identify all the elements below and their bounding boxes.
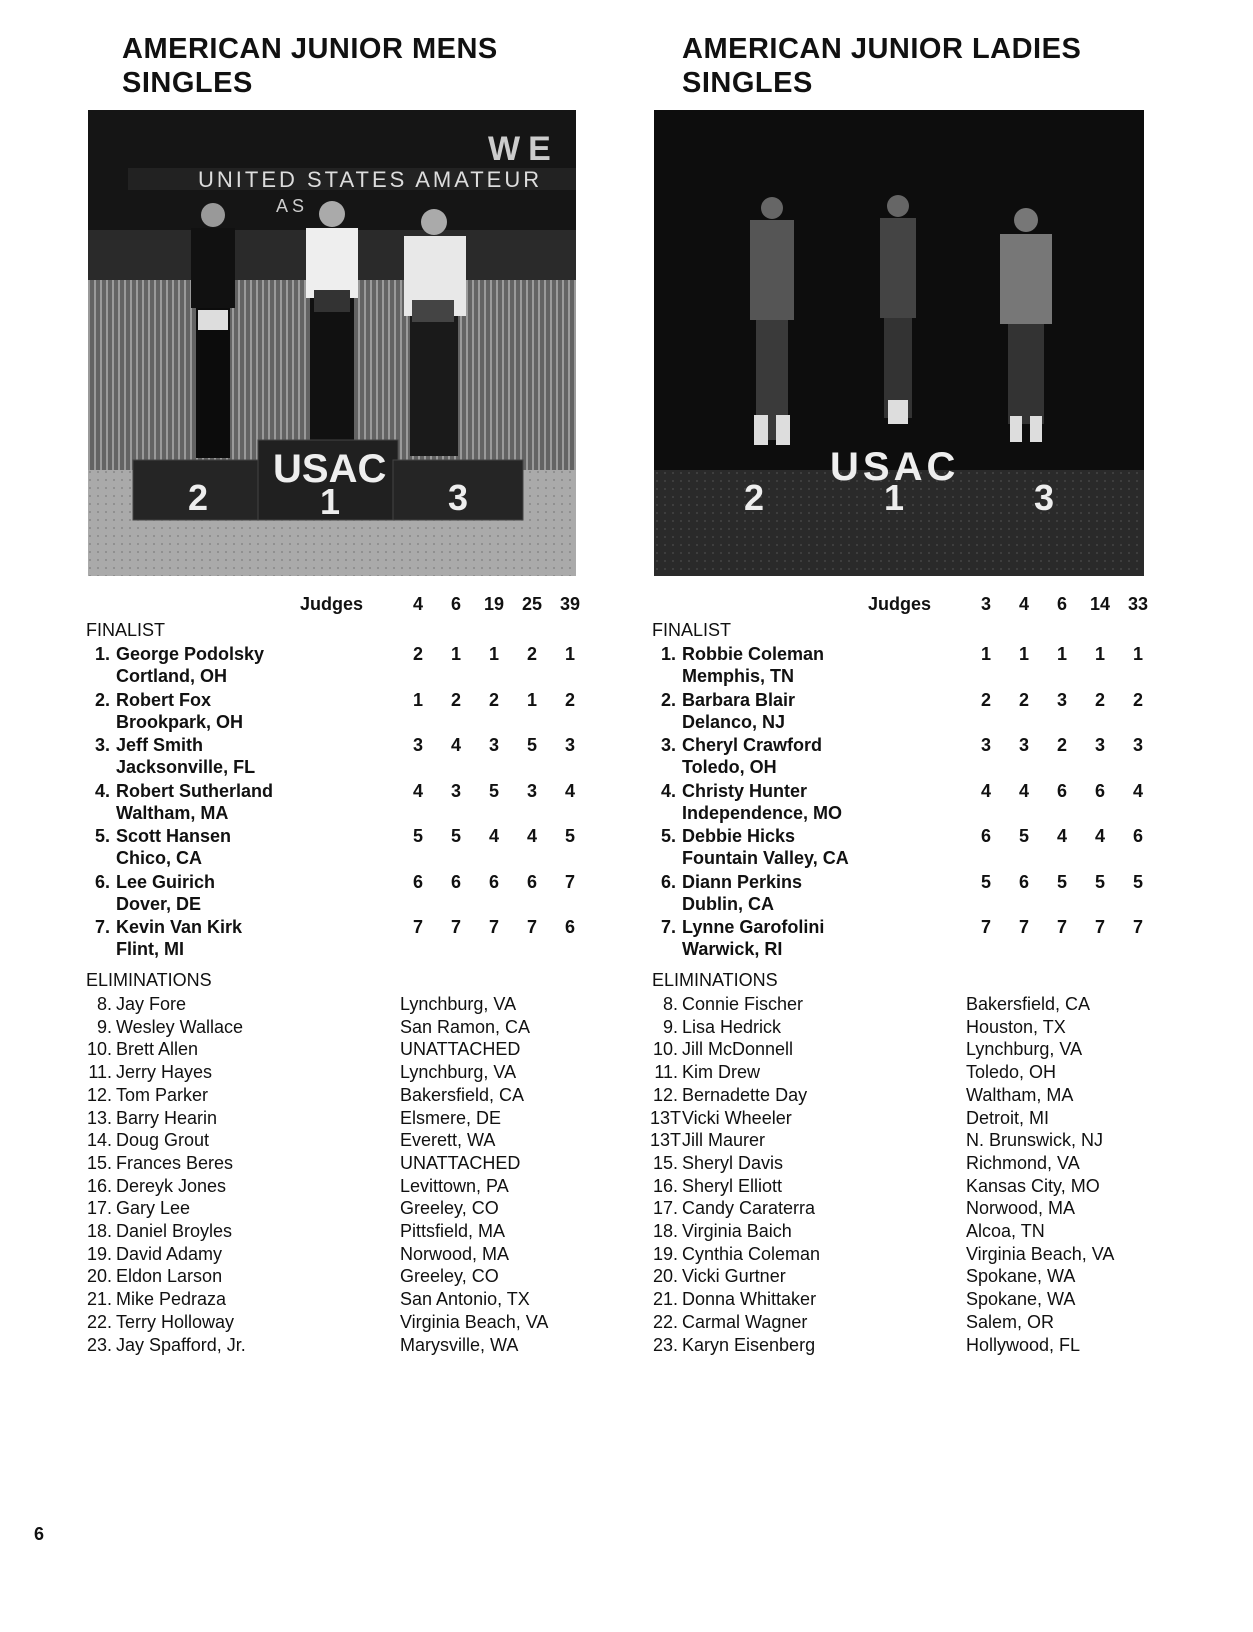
- elimination-rank: 14.: [86, 1130, 112, 1151]
- elimination-city: Salem, OR: [966, 1311, 1055, 1332]
- elimination-rank: 9.: [662, 1016, 678, 1037]
- elimination-city: Spokane, WA: [966, 1289, 1076, 1310]
- judge-score: 6: [526, 871, 537, 892]
- judge-score: 1: [564, 644, 575, 664]
- elimination-name: Mike Pedraza: [116, 1289, 227, 1310]
- elimination-rank: 16.: [86, 1175, 112, 1196]
- title-line1: AMERICAN JUNIOR MENS: [122, 33, 498, 65]
- elimination-name: Candy Caraterra: [682, 1198, 816, 1219]
- judge-score: 1: [488, 644, 499, 664]
- judge-score: 3: [1094, 735, 1105, 755]
- finalist-name: Barbara Blair: [682, 689, 796, 710]
- judge-score: 6: [1018, 871, 1029, 892]
- elimination-name: Terry Holloway: [116, 1311, 235, 1332]
- mens-podium-photo: [88, 110, 576, 576]
- finalist-rank: 6.: [94, 871, 110, 892]
- judges-label: Judges: [868, 594, 932, 614]
- judge-score: 6: [412, 871, 423, 892]
- judge-score: 2: [1018, 689, 1029, 710]
- finalist-rank: 5.: [94, 826, 110, 846]
- title-line2: SINGLES: [682, 67, 813, 99]
- elimination-name: Jerry Hayes: [116, 1062, 213, 1083]
- ladies-singles-title: [682, 32, 1081, 100]
- elimination-row: [650, 1221, 1170, 1243]
- skater-second: [191, 203, 235, 458]
- elimination-name: Barry Hearin: [116, 1107, 218, 1128]
- elimination-rank: 9.: [96, 1016, 112, 1037]
- elimination-row: [650, 1085, 1170, 1107]
- finalist-name: Robbie Coleman: [682, 644, 825, 664]
- judge-score: 6: [1132, 826, 1143, 846]
- elimination-city: Norwood, MA: [400, 1243, 510, 1264]
- elimination-row: [84, 1130, 604, 1152]
- finalist-name: Kevin Van Kirk: [116, 917, 243, 937]
- finalist-rank: 2.: [94, 689, 110, 710]
- judge-score: 2: [1132, 689, 1143, 710]
- podium-number-1: 1: [884, 477, 905, 518]
- finalist-rank: 4.: [660, 780, 676, 801]
- finalist-row: [650, 872, 1170, 918]
- title-line2: SINGLES: [122, 67, 253, 99]
- banner-text-3: A S: [276, 196, 305, 216]
- judge-score: 7: [450, 917, 461, 937]
- elimination-row: [650, 1176, 1170, 1198]
- judge-number: 25: [521, 594, 543, 614]
- elimination-name: Kim Drew: [682, 1062, 761, 1083]
- skater-first: [880, 195, 916, 424]
- elimination-rank: 20.: [86, 1266, 112, 1287]
- elimination-rank: 10.: [86, 1039, 112, 1060]
- elimination-city: Norwood, MA: [966, 1198, 1076, 1219]
- elimination-row: [84, 1312, 604, 1334]
- elimination-row: [650, 1130, 1170, 1152]
- elimination-city: Greeley, CO: [400, 1266, 499, 1287]
- elimination-rank: 22.: [86, 1311, 112, 1332]
- elimination-row: [84, 1221, 604, 1243]
- judge-score: 1: [1094, 644, 1105, 664]
- elimination-rank: 21.: [86, 1289, 112, 1310]
- skater-first: [306, 201, 358, 448]
- elimination-city: Lynchburg, VA: [400, 1062, 517, 1083]
- judge-score: 3: [526, 780, 537, 801]
- judge-score: 4: [526, 826, 537, 846]
- judge-score: 5: [1056, 871, 1067, 892]
- judge-score: 3: [1018, 735, 1029, 755]
- elimination-name: Doug Grout: [116, 1130, 210, 1151]
- elimination-city: Alcoa, TN: [966, 1221, 1045, 1241]
- judge-score: 7: [1132, 917, 1143, 937]
- elimination-row: [650, 1289, 1170, 1311]
- judge-score: 5: [1094, 871, 1105, 892]
- elimination-rank: 8.: [96, 994, 112, 1014]
- elimination-row: [650, 1244, 1170, 1266]
- elimination-name: Vicki Wheeler: [682, 1107, 792, 1128]
- judge-score: 7: [526, 917, 537, 937]
- podium-number-3: 3: [448, 477, 469, 518]
- elimination-name: Virginia Baich: [682, 1221, 792, 1241]
- elimination-city: Lynchburg, VA: [966, 1039, 1083, 1060]
- judge-score: 6: [1056, 780, 1067, 801]
- elimination-name: Frances Beres: [116, 1152, 234, 1173]
- elimination-row: [84, 1039, 604, 1061]
- elimination-name: Sheryl Elliott: [682, 1175, 783, 1196]
- judge-number: 3: [980, 594, 991, 614]
- elimination-rank: 15.: [86, 1152, 112, 1173]
- elimination-city: Bakersfield, CA: [966, 994, 1091, 1014]
- finalist-name: George Podolsky: [116, 644, 265, 664]
- judge-score: 7: [564, 871, 575, 892]
- elimination-rank: 22.: [652, 1311, 678, 1332]
- eliminations-heading: ELIMINATIONS: [652, 970, 778, 990]
- judge-score: 3: [1056, 689, 1067, 710]
- elimination-rank: 23.: [652, 1334, 678, 1355]
- elimination-rank: 17.: [86, 1198, 112, 1219]
- judge-score: 2: [1094, 689, 1105, 710]
- judge-score: 7: [488, 917, 499, 937]
- elimination-name: Brett Allen: [116, 1039, 199, 1060]
- elimination-row: [84, 1266, 604, 1288]
- elimination-row: [650, 1108, 1170, 1130]
- elimination-name: Jill McDonnell: [682, 1039, 794, 1060]
- judge-score: 1: [1056, 644, 1067, 664]
- elimination-row: [650, 1017, 1170, 1039]
- elimination-city: UNATTACHED: [400, 1152, 521, 1173]
- judge-score: 4: [1018, 780, 1029, 801]
- elimination-city: Marysville, WA: [400, 1334, 519, 1355]
- elimination-city: Pittsfield, MA: [400, 1221, 506, 1241]
- finalist-name: Jeff Smith: [116, 735, 204, 755]
- elimination-name: Sheryl Davis: [682, 1152, 784, 1173]
- elimination-row: [84, 994, 604, 1016]
- elimination-row: [650, 1039, 1170, 1061]
- judge-score: 6: [450, 871, 461, 892]
- finalist-name: Diann Perkins: [682, 871, 803, 892]
- elimination-rank: 20.: [652, 1266, 678, 1287]
- finalist-row: [84, 644, 604, 690]
- elimination-row: [650, 1153, 1170, 1175]
- finalist-city: Toledo, OH: [682, 757, 777, 777]
- elimination-rank: 15.: [652, 1152, 678, 1173]
- finalist-name: Christy Hunter: [682, 780, 808, 801]
- finalist-city: Dover, DE: [116, 893, 202, 914]
- elimination-name: Eldon Larson: [116, 1266, 223, 1287]
- judge-score: 1: [980, 644, 991, 664]
- judge-score: 1: [526, 689, 537, 710]
- judge-number: 14: [1089, 594, 1111, 614]
- judge-score: 5: [488, 780, 499, 801]
- elimination-rank: 13T: [650, 1107, 682, 1128]
- elimination-name: Cynthia Coleman: [682, 1243, 821, 1264]
- elimination-row: [84, 1244, 604, 1266]
- finalist-row: [650, 690, 1170, 736]
- judge-score: 1: [1018, 644, 1029, 664]
- elimination-rank: 8.: [662, 994, 678, 1014]
- elimination-name: David Adamy: [116, 1243, 223, 1264]
- elimination-rank: 11.: [654, 1062, 678, 1083]
- elimination-row: [650, 1312, 1170, 1334]
- judge-score: 5: [564, 826, 575, 846]
- podium-number-3: 3: [1034, 477, 1055, 518]
- judge-score: 4: [980, 780, 991, 801]
- judge-score: 3: [1132, 735, 1143, 755]
- elimination-rank: 12.: [652, 1084, 678, 1105]
- elimination-row: [650, 1198, 1170, 1220]
- judge-number: 6: [1056, 594, 1067, 614]
- finalist-city: Dublin, CA: [682, 893, 774, 914]
- judge-score: 4: [412, 780, 423, 801]
- finalist-row: [650, 826, 1170, 872]
- finalist-city: Cortland, OH: [116, 666, 227, 686]
- judge-score: 4: [564, 780, 575, 801]
- mens-podium-photo-drawing: [88, 110, 576, 576]
- finalist-row: [650, 781, 1170, 827]
- elimination-row: [84, 1198, 604, 1220]
- elimination-row: [650, 1062, 1170, 1084]
- finalist-city: Flint, MI: [116, 939, 184, 959]
- judge-score: 4: [1132, 780, 1143, 801]
- skater-second: [750, 197, 794, 445]
- judge-score: 3: [564, 735, 575, 755]
- elimination-city: Levittown, PA: [400, 1175, 509, 1196]
- finalist-city: Chico, CA: [116, 848, 203, 868]
- finalist-name: Debbie Hicks: [682, 826, 796, 846]
- finalist-name: Robert Fox: [116, 689, 212, 710]
- judge-number: 4: [1018, 594, 1029, 614]
- judge-score: 2: [1056, 735, 1067, 755]
- finalist-city: Independence, MO: [682, 802, 843, 823]
- elimination-rank: 21.: [652, 1289, 678, 1310]
- elimination-city: Waltham, MA: [966, 1084, 1074, 1105]
- finalist-row: [84, 781, 604, 827]
- elimination-row: [650, 1266, 1170, 1288]
- elimination-row: [84, 1176, 604, 1198]
- eliminations-heading: ELIMINATIONS: [86, 970, 212, 990]
- elimination-rank: 17.: [652, 1198, 678, 1219]
- judge-score: 2: [450, 689, 461, 710]
- elimination-name: Wesley Wallace: [116, 1016, 244, 1037]
- judge-score: 4: [450, 735, 461, 755]
- elimination-name: Connie Fischer: [682, 994, 804, 1014]
- judge-score: 1: [450, 644, 461, 664]
- elimination-city: Richmond, VA: [966, 1152, 1080, 1173]
- podium-number-1: 1: [320, 481, 341, 522]
- judge-number: 4: [412, 594, 423, 614]
- finalist-heading: FINALIST: [652, 620, 732, 640]
- elimination-name: Jill Maurer: [682, 1130, 766, 1151]
- elimination-name: Gary Lee: [116, 1198, 191, 1219]
- finalist-rank: 6.: [660, 871, 676, 892]
- elimination-name: Lisa Hedrick: [682, 1016, 782, 1037]
- judge-score: 7: [412, 917, 423, 937]
- finalist-row: [650, 644, 1170, 690]
- elimination-city: Virginia Beach, VA: [966, 1243, 1115, 1264]
- elimination-city: Elsmere, DE: [400, 1107, 502, 1128]
- finalist-rank: 1.: [94, 644, 110, 664]
- elimination-name: Donna Whittaker: [682, 1289, 817, 1310]
- judges-label: Judges: [300, 594, 364, 614]
- elimination-city: Detroit, MI: [966, 1107, 1050, 1128]
- finalist-rank: 4.: [94, 780, 110, 801]
- judge-score: 6: [980, 826, 991, 846]
- judge-score: 2: [526, 644, 537, 664]
- finalist-row: [84, 917, 604, 963]
- judge-score: 4: [1094, 826, 1105, 846]
- finalist-rank: 3.: [94, 735, 110, 755]
- judge-number: 19: [483, 594, 505, 614]
- podium-number-2: 2: [188, 477, 209, 518]
- elimination-city: Everett, WA: [400, 1130, 496, 1151]
- judge-score: 2: [564, 689, 575, 710]
- elimination-name: Vicki Gurtner: [682, 1266, 786, 1287]
- elimination-rank: 18.: [652, 1221, 678, 1241]
- elimination-city: Toledo, OH: [966, 1062, 1057, 1083]
- judge-score: 5: [412, 826, 423, 846]
- finalist-row: [650, 917, 1170, 963]
- elimination-city: Bakersfield, CA: [400, 1084, 525, 1105]
- judge-score: 5: [1018, 826, 1029, 846]
- elimination-city: Houston, TX: [966, 1016, 1066, 1037]
- judge-score: 7: [1056, 917, 1067, 937]
- elimination-name: Tom Parker: [116, 1084, 209, 1105]
- elimination-row: [84, 1085, 604, 1107]
- podium-logo: USAC: [273, 447, 387, 491]
- judge-score: 5: [526, 735, 537, 755]
- finalist-rank: 1.: [660, 644, 676, 664]
- elimination-city: Kansas City, MO: [966, 1175, 1100, 1196]
- podium-number-2: 2: [744, 477, 765, 518]
- elimination-rank: 12.: [86, 1084, 112, 1105]
- judge-score: 7: [1018, 917, 1029, 937]
- judges-header-row: [84, 594, 604, 618]
- judge-number: 33: [1127, 594, 1149, 614]
- elimination-row: [84, 1062, 604, 1084]
- finalist-row: [84, 872, 604, 918]
- elimination-row: [650, 994, 1170, 1016]
- judge-score: 5: [1132, 871, 1143, 892]
- elimination-row: [84, 1289, 604, 1311]
- elimination-city: Greeley, CO: [400, 1198, 499, 1219]
- elimination-row: [84, 1153, 604, 1175]
- judge-score: 7: [1094, 917, 1105, 937]
- finalist-name: Robert Sutherland: [116, 780, 274, 801]
- judge-score: 6: [1094, 780, 1105, 801]
- finalist-city: Waltham, MA: [116, 802, 229, 823]
- elimination-rank: 18.: [86, 1221, 112, 1241]
- judge-number: 39: [559, 594, 581, 614]
- finalist-rank: 3.: [660, 735, 676, 755]
- finalist-city: Fountain Valley, CA: [682, 848, 849, 868]
- judge-score: 6: [488, 871, 499, 892]
- finalist-rank: 2.: [660, 689, 676, 710]
- ladies-podium-photo-drawing: [654, 110, 1144, 576]
- elimination-city: Virginia Beach, VA: [400, 1311, 549, 1332]
- elimination-city: Hollywood, FL: [966, 1334, 1081, 1355]
- judge-score: 1: [1132, 644, 1143, 664]
- judge-score: 3: [412, 735, 423, 755]
- judge-score: 4: [488, 826, 499, 846]
- podium-logo: USAC: [830, 445, 960, 489]
- judge-score: 7: [980, 917, 991, 937]
- finalist-rank: 5.: [660, 826, 676, 846]
- elimination-name: Karyn Eisenberg: [682, 1334, 816, 1355]
- elimination-row: [84, 1108, 604, 1130]
- finalist-city: Warwick, RI: [682, 939, 783, 959]
- elimination-name: Bernadette Day: [682, 1084, 808, 1105]
- elimination-rank: 19.: [86, 1243, 112, 1264]
- ladies-podium-photo: [654, 110, 1144, 576]
- skater-third: [404, 209, 466, 456]
- page-number: 6: [34, 1524, 45, 1544]
- title-line1: AMERICAN JUNIOR LADIES: [682, 33, 1082, 65]
- mens-singles-title: [122, 32, 498, 100]
- finalist-city: Jacksonville, FL: [116, 757, 256, 777]
- elimination-rank: 23.: [86, 1334, 112, 1355]
- elimination-city: San Antonio, TX: [400, 1289, 530, 1310]
- elimination-row: [84, 1017, 604, 1039]
- elimination-city: Lynchburg, VA: [400, 994, 517, 1014]
- judge-score: 6: [564, 917, 575, 937]
- finalist-row: [650, 735, 1170, 781]
- elimination-rank: 13T: [650, 1130, 682, 1151]
- elimination-name: Jay Fore: [116, 994, 187, 1014]
- elimination-row: [84, 1335, 604, 1357]
- elimination-name: Daniel Broyles: [116, 1221, 233, 1241]
- judge-score: 5: [980, 871, 991, 892]
- elimination-rank: 19.: [652, 1243, 678, 1264]
- finalist-city: Memphis, TN: [682, 666, 795, 686]
- finalist-name: Cheryl Crawford: [682, 735, 823, 755]
- finalist-heading: FINALIST: [86, 620, 166, 640]
- finalist-row: [84, 690, 604, 736]
- judge-score: 5: [450, 826, 461, 846]
- finalist-name: Lynne Garofolini: [682, 917, 825, 937]
- finalist-name: Scott Hansen: [116, 826, 232, 846]
- elimination-name: Dereyk Jones: [116, 1175, 227, 1196]
- finalist-row: [84, 826, 604, 872]
- elimination-city: UNATTACHED: [400, 1039, 521, 1060]
- elimination-row: [650, 1335, 1170, 1357]
- elimination-city: San Ramon, CA: [400, 1016, 531, 1037]
- banner-text: UNITED STATES AMATEUR: [198, 167, 543, 192]
- elimination-rank: 10.: [652, 1039, 678, 1060]
- finalist-city: Delanco, NJ: [682, 711, 786, 732]
- judge-score: 1: [412, 689, 423, 710]
- elimination-rank: 11.: [88, 1062, 112, 1083]
- judge-number: 6: [450, 594, 461, 614]
- judge-score: 4: [1056, 826, 1067, 846]
- judge-score: 3: [488, 735, 499, 755]
- finalist-city: Brookpark, OH: [116, 711, 244, 732]
- elimination-city: Spokane, WA: [966, 1266, 1076, 1287]
- elimination-rank: 13.: [86, 1107, 112, 1128]
- finalist-row: [84, 735, 604, 781]
- finalist-rank: 7.: [660, 917, 676, 937]
- elimination-rank: 16.: [652, 1175, 678, 1196]
- judges-header-row: [650, 594, 1180, 618]
- finalist-rank: 7.: [94, 917, 110, 937]
- elimination-name: Jay Spafford, Jr.: [116, 1334, 246, 1355]
- judge-score: 3: [980, 735, 991, 755]
- judge-score: 2: [412, 644, 423, 664]
- judge-score: 2: [488, 689, 499, 710]
- judge-score: 2: [980, 689, 991, 710]
- finalist-name: Lee Guirich: [116, 871, 216, 892]
- banner-text-2: WE: [488, 130, 559, 168]
- elimination-city: N. Brunswick, NJ: [966, 1130, 1104, 1151]
- elimination-name: Carmal Wagner: [682, 1311, 808, 1332]
- judge-score: 3: [450, 780, 461, 801]
